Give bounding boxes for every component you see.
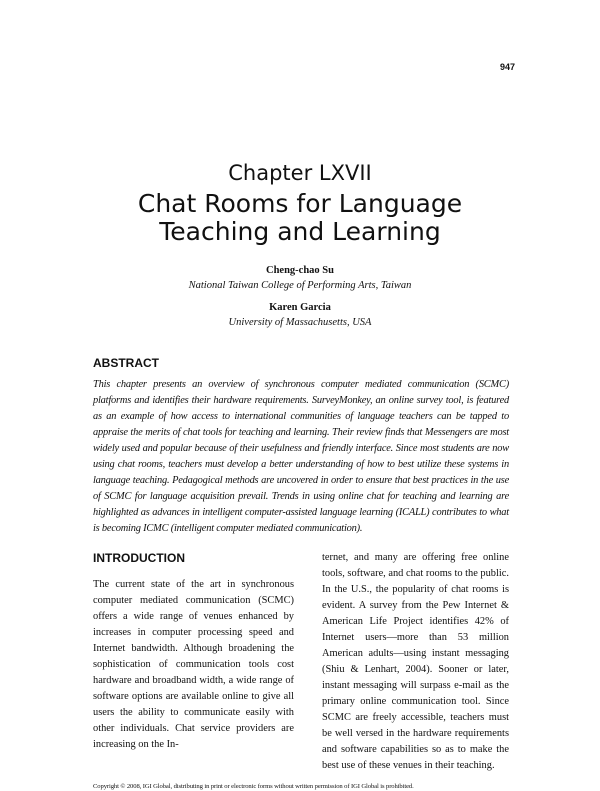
author-block [0,301,600,329]
introduction-left [93,551,294,774]
author-affiliation: National Taiwan College of Performing Arts, Taiwan [188,280,412,291]
author-affiliation: University of Massachusetts, USA [228,317,372,328]
chapter-label: Chapter LXVII [228,161,372,185]
author-name: Karen Garcia [269,302,331,313]
copyright-notice: Copyright © 2008, IGI Global, distributing in print or electronic forms without written permission of IGI Global is prohibited. [93,783,414,790]
body-flow [93,356,509,791]
title-line: Chat Rooms for Language [137,189,463,218]
title-line: Teaching and Learning [159,217,441,246]
introduction-heading: INTRODUCTION [93,551,185,565]
abstract-text: This chapter presents an overview of synchronous computer mediated communication (SCMC) platforms and identifies their hardware requirements. SurveyMonkey, an online survey tool, is featured as an example of how access to international communities of language teachers can be tapped to appraise the merits of chat tools for teaching and learning. Their review finds that Messengers are most widely used and popular because of their usefulness and friendly interface. Since most students are now using chat rooms, teachers must develop a better understanding of how to best utilize these systems in language teaching. Pedagogical methods are uncovered in order to ensure that best practices in the use of SCMC for language acquisition prevail. Trends in using online chat for teaching and learning are highlighted as advances in intelligent computer-assisted language learning (ICALL) contributes to what is becoming ICMC (intelligent computer mediated communication). [93,379,509,534]
abstract-heading: ABSTRACT [93,356,159,370]
author-name: Cheng-chao Su [266,265,334,276]
introduction-section [93,551,509,774]
chapter-title [0,190,600,246]
page-number: 947 [500,62,516,72]
author-block [0,264,600,292]
introduction-column-right: ternet, and many are offering free online tools, software, and chat rooms to the public. In the U.S., the popularity of chat rooms is evident. A survey from the Pew Internet & American Life Project identifies 42% of Internet users—more than 53 million American adults—using instant messaging (Shiu & Lenhart, 2004). Sooner or later, instant messaging will surpass e-mail as the primary online communication tool. Since SCMC are freely accessible, teachers must be well versed in the hardware requirements and software capabilities so as to make the best use of these venues in their teaching. [322,552,509,771]
introduction-column-left: The current state of the art in synchronous computer mediated communication (SCMC) offers a wide range of venues enhanced by increases in computer processing speed and Internet bandwidth. Although broadening the sophistication of communication tools cost hardware and broadband width, a wide range of software options are available online to give all users the ability to communicate easily with other individuals. Chat service providers are increasing on the In- [93,579,294,750]
